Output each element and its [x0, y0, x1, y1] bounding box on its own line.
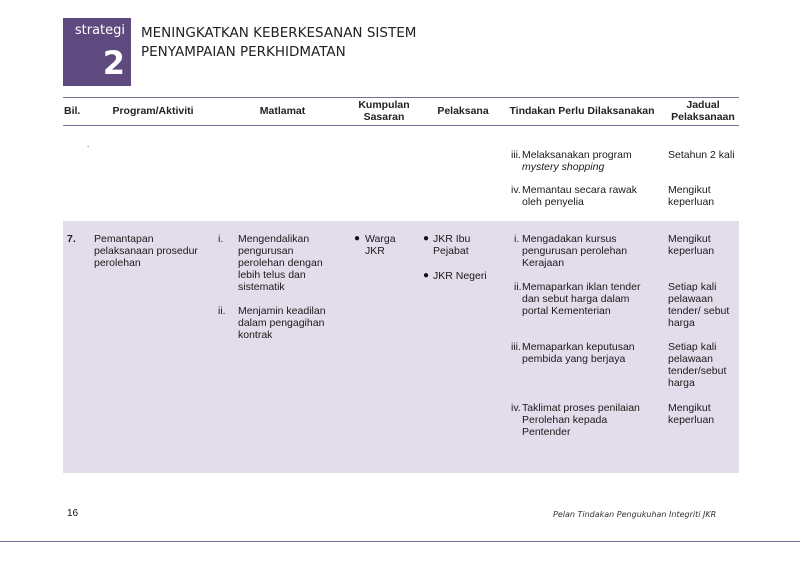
cont-action-iii [522, 149, 662, 173]
row-7-target: Warga JKR [365, 233, 396, 257]
action-ii-text: Memaparkan iklan tender dan sebut harga dalam portal Kementerian [522, 281, 641, 317]
header-top-rule [63, 97, 739, 98]
header-matlamat: Matlamat [259, 105, 306, 117]
goal-ii-num: ii. [218, 305, 226, 317]
action-iv-num: iv. [511, 402, 521, 414]
row-7-program: Pemantapan pelaksanaan prosedur perolehan [94, 233, 198, 269]
schedule-iv: Mengikut keperluan [668, 402, 715, 426]
header-bottom-rule [63, 125, 739, 126]
goal-i-num: i. [218, 233, 224, 245]
page-number: 16 [67, 508, 79, 519]
action-i-text: Mengadakan kursus pengurusan perolehan Kerajaan [522, 233, 628, 269]
header-bil: Bil. [64, 105, 81, 117]
action-iii-text: Memaparkan keputusan pembida yang berjaya [522, 341, 635, 365]
cont-schedule-iii: Setahun 2 kali [668, 149, 735, 161]
schedule-i: Mengikut keperluan [668, 233, 715, 257]
header-program: Program/Aktiviti [112, 105, 194, 117]
continuation-marker: . [87, 140, 90, 149]
action-iii-num: iii. [511, 341, 521, 353]
header-kumpulan: Kumpulan Sasaran [358, 99, 410, 123]
goal-ii-text: Menjamin keadilan dalam pengagihan kontrak [238, 305, 326, 341]
bullet-icon: ● [354, 233, 361, 244]
bullet-icon: ● [423, 270, 430, 281]
schedule-ii: Setiap kali pelawaan tender/ sebut harga [668, 281, 730, 329]
bullet-icon: ● [423, 233, 430, 244]
goal-i-text: Mengendalikan pengurusan perolehan dengan lebih telus dan sistematik [238, 233, 323, 293]
cont-action-iv-num: iv. [511, 184, 521, 196]
strategy-word: strategi [74, 23, 125, 38]
cont-action-iv-text: Memantau secara rawak oleh penyelia [522, 184, 637, 208]
cont-action-iii-italic: mystery shopping [522, 161, 605, 173]
implementer-1: JKR Ibu Pejabat [433, 233, 471, 257]
strategy-number: 2 [102, 44, 125, 82]
header-tindakan: Tindakan Perlu Dilaksanakan [509, 105, 655, 117]
cont-action-iii-text: Melaksanakan program [522, 149, 632, 161]
schedule-iii: Setiap kali pelawaan tender/sebut harga [668, 341, 727, 389]
action-iv-text: Taklimat proses penilaian Perolehan kepada Pentender [522, 402, 640, 438]
cont-action-iii-num: iii. [511, 149, 521, 161]
implementer-2: JKR Negeri [433, 270, 487, 282]
row-7-bil: 7. [67, 233, 76, 245]
document-title-footer: Pelan Tindakan Pengukuhan Integriti JKR [553, 510, 717, 519]
strategy-badge [63, 18, 131, 86]
title-line-1: MENINGKATKAN KEBERKESANAN SISTEM [141, 25, 417, 41]
action-ii-num: ii. [514, 281, 522, 293]
page-title [141, 24, 416, 62]
footer-rule [0, 541, 800, 542]
title-line-2: PENYAMPAIAN PERKHIDMATAN [141, 44, 346, 60]
cont-schedule-iv: Mengikut keperluan [668, 184, 715, 208]
header-pelaksana: Pelaksana [437, 105, 489, 117]
action-i-num: i. [514, 233, 520, 245]
header-jadual: Jadual Pelaksanaan [671, 99, 735, 123]
